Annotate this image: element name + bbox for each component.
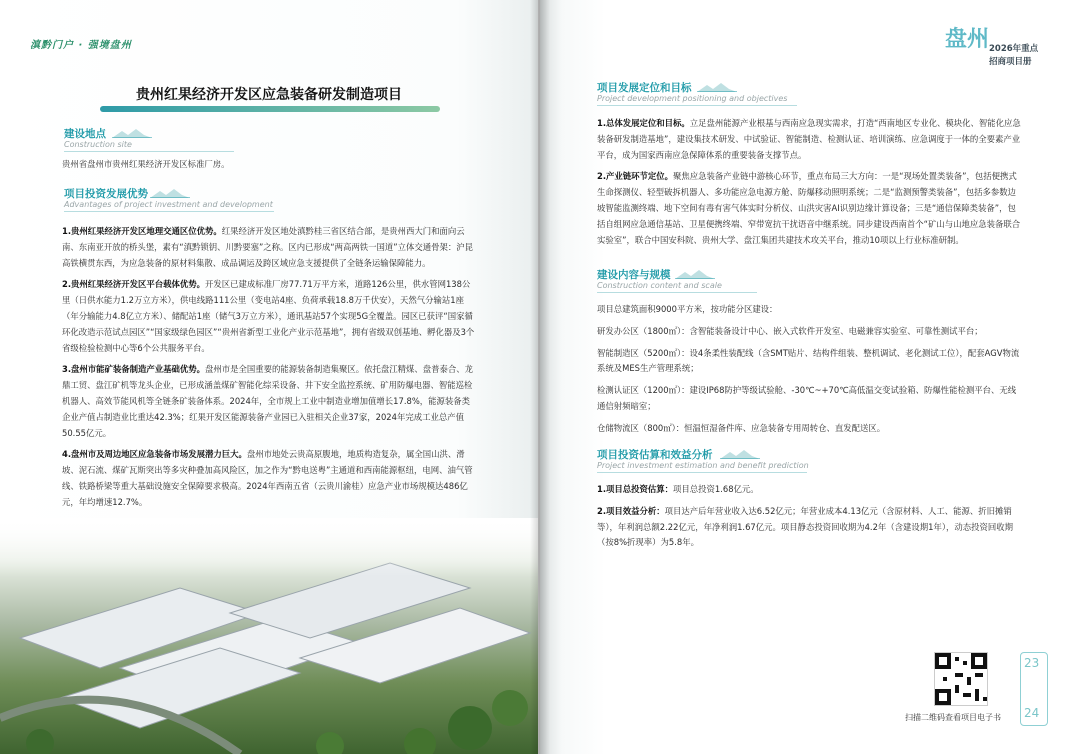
- page-number-left: 23: [1024, 656, 1040, 670]
- section-divider: [597, 472, 807, 473]
- estimation-heading-en: Project investment estimation and benefit prediction: [597, 461, 809, 470]
- mountain-icon: [697, 82, 737, 92]
- location-heading: 建设地点: [64, 128, 106, 140]
- brand-line-year: 2026年重点: [989, 44, 1039, 54]
- construction-heading-en: Construction content and scale: [597, 281, 722, 290]
- construction-line: 智能制造区（5200㎡）：设4条柔性装配线（含SMT贴片、结构件组装、整机调试、老化测试工位），配套AGV物流系统及MES生产管理系统；: [597, 347, 1020, 374]
- left-page: [0, 0, 538, 754]
- location-text: 贵州省盘州市贵州红果经济开发区标准厂房。: [62, 159, 230, 169]
- location-heading-en: Construction site: [64, 140, 132, 149]
- factory-illustration: [0, 518, 538, 754]
- positioning-list: [597, 116, 1022, 254]
- qr-code-icon[interactable]: [934, 652, 988, 706]
- advantage-item: 3.盘州市能矿装备制造产业基础优势。盘州市是全国重要的能源装备制造集聚区。依托盘江精煤、盘普泰合、龙鼎工贸、盘江矿机等龙头企业，已形成涵盖煤矿智能化综采设备、井下安全监控系统、矿用防爆电器、智能巡检机器人、高效节能风机等全链条矿装备体系。2024年，全市规上工业中制造业增加值增长17.8%，能源装备类企业产值占制造业比重达42.3%；红果开发区能源装备产业园已入驻相关企业37家，2024年完成工业总产值50.55亿元。: [62, 364, 474, 438]
- estimation-heading: 项目投资估算和效益分析: [597, 449, 713, 461]
- section-divider: [64, 211, 274, 212]
- advantages-heading: 项目投资发展优势: [64, 188, 148, 200]
- industrial-park-aerial-image: [0, 518, 538, 754]
- estimation-item: 2.项目效益分析：项目达产后年营业收入达6.52亿元；年营业成本4.13亿元（含原材料、人工、能源、折旧摊销等），年利润总额2.22亿元，年净利润1.67亿元。项目静态投资回收期为4.2年（含建设期1年），动态投资回收期（按8%折现率）为5.8年。: [597, 505, 1014, 548]
- mountain-icon: [675, 269, 715, 279]
- mountain-icon: [150, 188, 190, 198]
- construction-heading: 建设内容与规模: [597, 269, 671, 281]
- section-divider: [597, 105, 797, 106]
- brand-line-title: 招商项目册: [989, 57, 1032, 67]
- advantage-item: 2.贵州红果经济开发区平台载体优势。开发区已建成标准厂房77.71万平方米，道路126公里，供水管网138公里（日供水能力1.2万立方米），供电线路111公里（变电站4座、负荷承载18.8万千伏安），天然气分输站1座（年分输能力4.8亿立方米）、储配站1座（储气3万立方米），通讯基站57个实现5G全覆盖。园区已获评“国家循环化改造示范试点园区”“国家级绿色园区”“贵州省新型工业化产业示范基地”，拥有省级双创基地、孵化器及3个省级检验检测中心等6个公共服务平台。: [62, 279, 475, 353]
- construction-list: [597, 302, 1022, 443]
- page-title: 贵州红果经济开发区应急装备研发制造项目: [136, 87, 402, 103]
- section-divider: [597, 292, 757, 293]
- brand-block: [945, 22, 1055, 72]
- advantages-list: [62, 224, 477, 517]
- book-gutter: [530, 0, 550, 754]
- section-divider: [64, 151, 234, 152]
- construction-line: 研发办公区（1800㎡）：含智能装备设计中心、嵌入式软件开发室、电磁兼容实验室、可靠性测试平台；: [597, 325, 983, 336]
- logo-icon: 盘州: [945, 26, 990, 52]
- estimation-item: 1.项目总投资估算：项目总投资1.68亿元。: [597, 484, 759, 494]
- title-underline: [100, 106, 440, 112]
- positioning-heading: 项目发展定位和目标: [597, 82, 692, 94]
- tagline: 滇黔门户 · 强境盘州: [30, 40, 132, 51]
- construction-line: 仓储物流区（800㎡）：恒温恒湿备件库、应急装备专用周转仓、直发配送区。: [597, 422, 886, 433]
- advantage-item: 1.贵州红果经济开发区地理交通区位优势。红果经济开发区地处滇黔桂三省区结合部，是贵州西大门和面向云南、东南亚开放的桥头堡，素有“滇黔锁钥、川黔要塞”之称。区内已形成“两高两铁一国道”立体交通骨架：沪昆高铁横贯东西，为应急装备的原材料集散、成品调运及跨区域应急支援提供了全链条运输保障能力。: [62, 226, 473, 268]
- construction-line: 检测认证区（1200㎡）：建设IP68防护等级试验舱、-30℃~+70℃高低温交变试验箱、防爆性能检测平台、无线通信射频暗室；: [597, 385, 1017, 411]
- page-number-right: 24: [1024, 706, 1040, 720]
- positioning-heading-en: Project development positioning and objectives: [597, 94, 788, 103]
- qr-caption: 扫描二维码查看项目电子书: [905, 713, 1001, 722]
- advantages-heading-en: Advantages of project investment and development: [64, 200, 273, 209]
- advantage-item: 4.盘州市及周边地区应急装备市场发展潜力巨大。盘州市地处云贵高原腹地，地质构造复杂，属全国山洪、滑坡、泥石流、煤矿瓦斯突出等多灾种叠加高风险区，加之作为“黔电送粤”主通道和西南能源枢纽，电网、油气管线、铁路桥梁等重大基础设施安全保障要求极高。2024年西南五省（云贵川渝桂）应急产业市场规模达486亿元，年均增速12.7%。: [62, 449, 473, 507]
- mountain-icon: [720, 449, 760, 459]
- positioning-item: 2.产业链环节定位。聚焦应急装备产业链中游核心环节，重点布局三大方向：一是“现场处置类装备”，包括便携式生命探测仪、轻型破拆机器人、多功能应急电源方舱、防爆移动照明系统；二是“监测预警类装备”，包括多参数边坡智能监测终端、地下空间有毒有害气体实时分析仪、山洪灾害AI识别边缘计算设备；三是“通信保障类装备”，包括自组网应急通信基站、卫星便携终端、窄带宽抗干扰语音中继系统。同步建设西南首个“矿山与山地应急装备联合实验室”，联合中国安科院、贵州大学、盘江集团共建技术攻关平台，推动10项以上行业标准研制。: [597, 171, 1021, 245]
- construction-line: 项目总建筑面积9000平方米，按功能分区建设：: [597, 304, 778, 314]
- estimation-list: [597, 482, 1022, 557]
- mountain-icon: [112, 128, 152, 138]
- positioning-item: 1.总体发展定位和目标。立足盘州能源产业根基与西南应急现实需求，打造“西南地区专业化、模块化、智能化应急装备研发制造基地”，建设集技术研发、中试验证、智能制造、检测认证、培训演练、应急调度于一体的全要素产业平台，成为国家西南应急保障体系的重要装备支撑节点。: [597, 118, 1021, 160]
